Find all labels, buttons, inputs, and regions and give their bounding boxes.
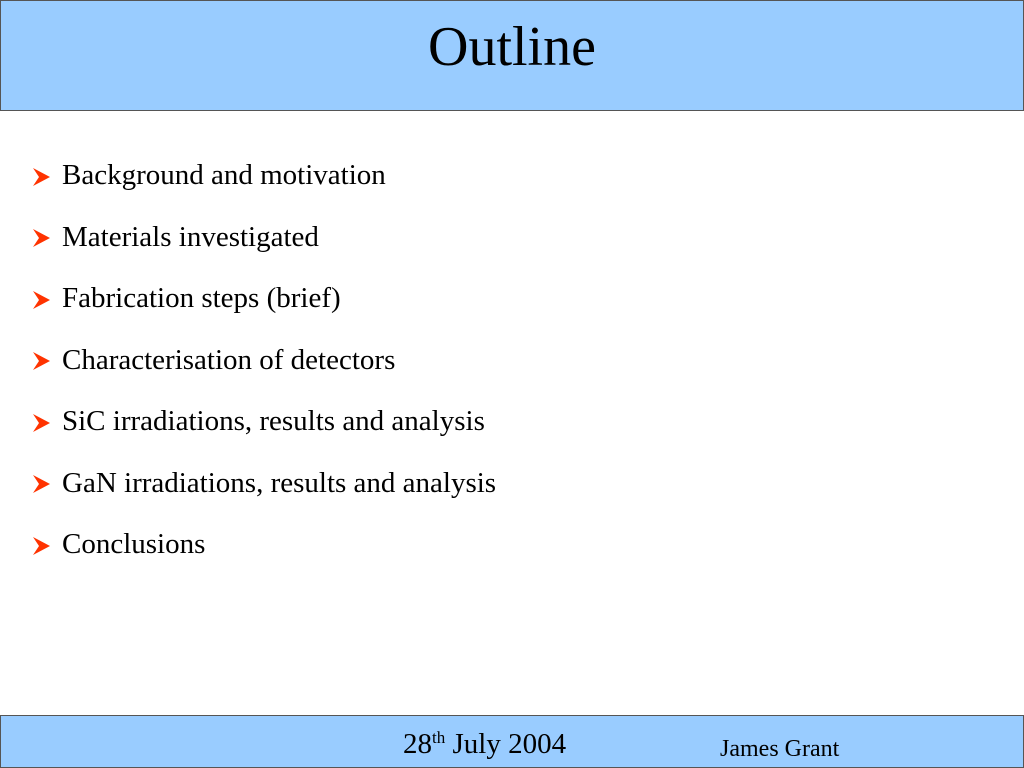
footer-author: James Grant: [720, 736, 840, 762]
list-item-text: Fabrication steps (brief): [62, 282, 341, 315]
list-item-text: Characterisation of detectors: [62, 343, 396, 376]
list-item: [30, 145, 496, 207]
list-item-text: SiC irradiations, results and analysis: [62, 405, 485, 438]
list-item: [30, 207, 496, 269]
list-item: [30, 268, 496, 330]
arrow-right-icon: [30, 412, 52, 434]
list-item-text: Materials investigated: [62, 220, 319, 253]
list-item-text: Conclusions: [62, 528, 206, 561]
arrow-right-icon: [30, 350, 52, 372]
arrow-right-icon: [30, 289, 52, 311]
list-item: [30, 330, 496, 392]
list-item: [30, 391, 496, 453]
footer-date: [403, 726, 566, 762]
arrow-right-icon: [30, 227, 52, 249]
footer-date-day: 28: [403, 728, 432, 760]
arrow-right-icon: [30, 166, 52, 188]
footer-date-rest: July 2004: [452, 728, 567, 760]
slide-title: Outline: [428, 16, 596, 78]
list-item: [30, 453, 496, 515]
outline-list: [30, 145, 496, 576]
footer-date-suffix: th: [432, 728, 446, 747]
arrow-right-icon: [30, 535, 52, 557]
list-item: [30, 514, 496, 576]
footer-bar: [0, 715, 1024, 768]
title-bar: [0, 0, 1024, 111]
list-item-text: GaN irradiations, results and analysis: [62, 466, 497, 499]
list-item-text: Background and motivation: [62, 159, 386, 192]
arrow-right-icon: [30, 473, 52, 495]
